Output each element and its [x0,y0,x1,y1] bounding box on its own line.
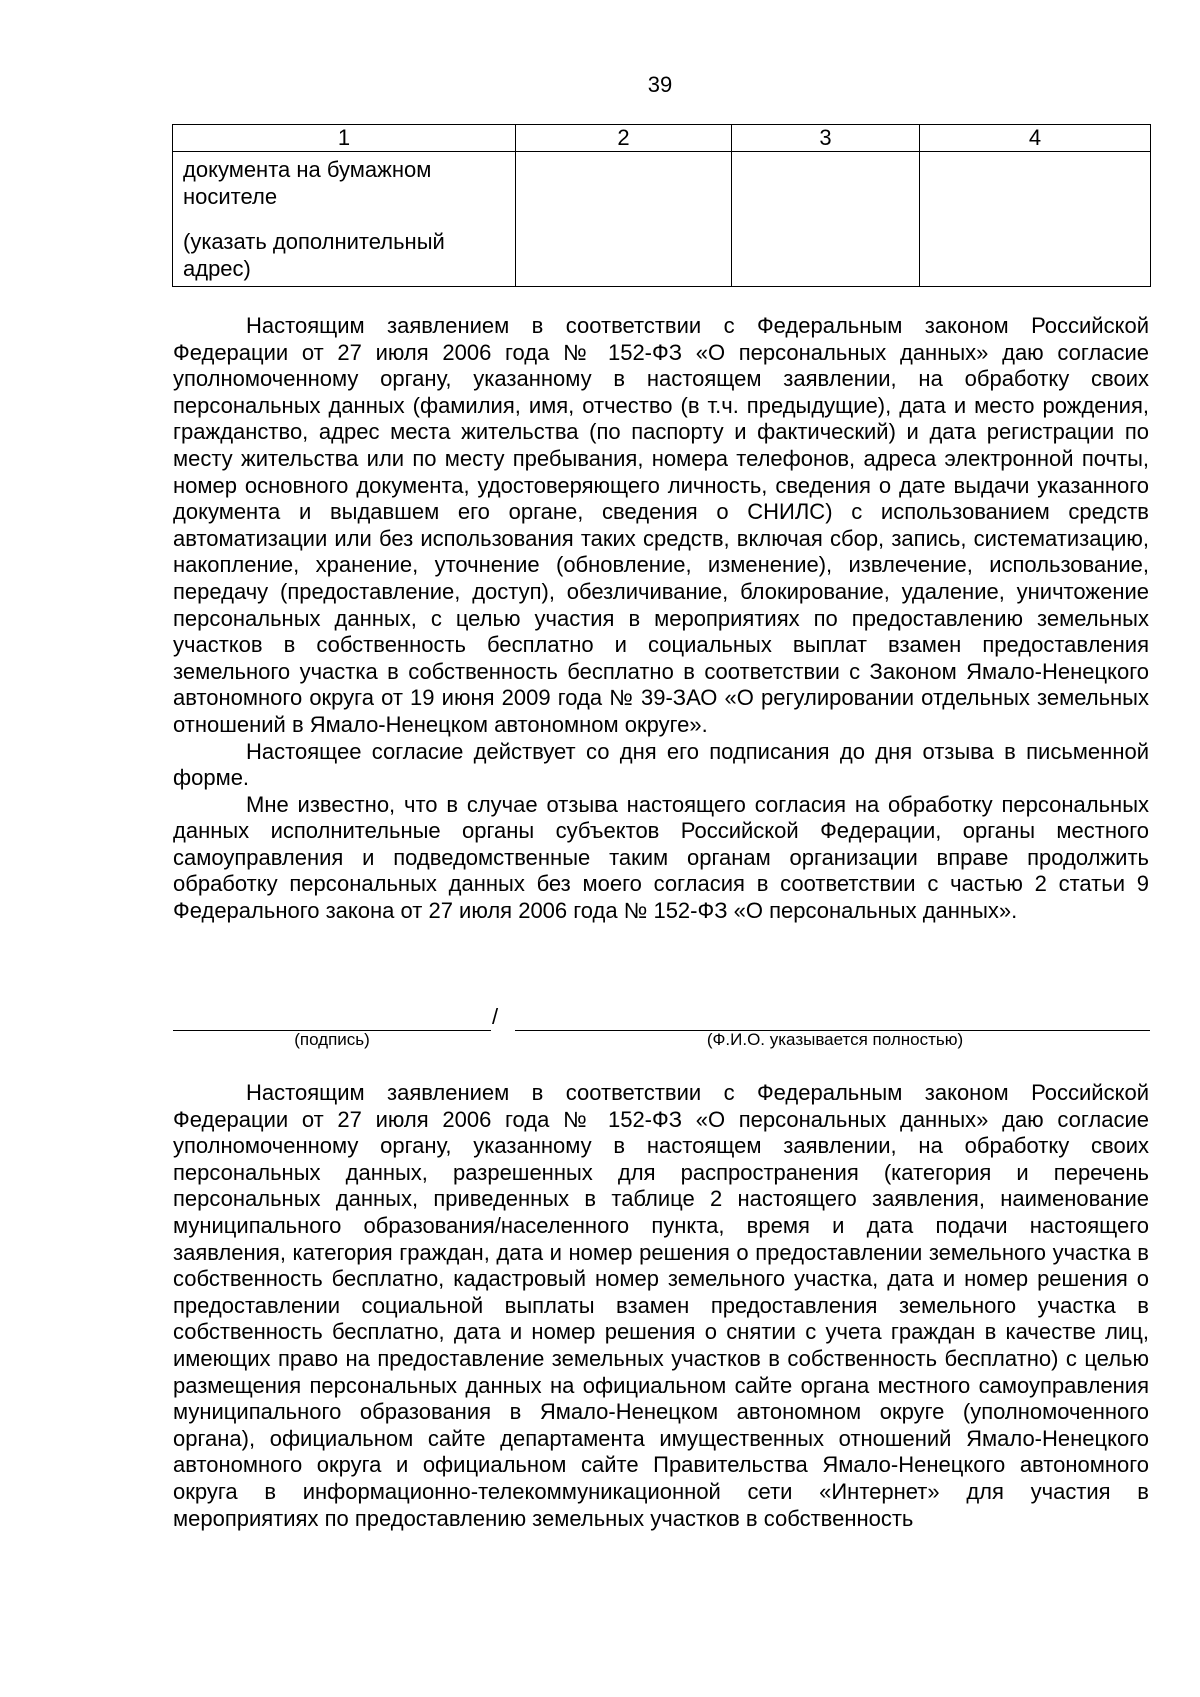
page-number: 39 [647,72,673,97]
consent-paragraph-validity: Настоящее согласие действует со дня его подписания до дня отзыва в письменной форме. [173,738,1149,791]
distribution-consent-text-block [173,1080,1149,1532]
table-header-cell-4: 4 [920,125,1151,152]
table-cell-empty [516,152,732,287]
table-cell-empty [920,152,1151,287]
signature-caption: (подпись) [294,1030,370,1049]
consent-paragraph-processing: Настоящим заявлением в соответствии с Федеральным законом Российской Федерации от 27 июля 2006 года № 152-ФЗ «О персональных данных» даю согласие уполномоченному органу, указанному в настоящем заявлении, на обработку своих персональных данных (фамилия, имя, отчество (в т.ч. предыдущие), дата и место рождения, гражданство, адрес места жительства (по паспорту и фактический) и дата регистрации по месту жительства или по месту пребывания, номера телефонов, адреса электронной почты, номер основного документа, удостоверяющего личность, сведения о дате выдачи указанного документа и выдавшем его органе, сведения о СНИЛС) с использованием средств автоматизации или без использования таких средств, включая сбор, запись, систематизацию, накопление, хранение, уточнение (обновление, изменение), извлечение, использование, передачу (предоставление, доступ), обезличивание, блокирование, удаление, уничтожение персональных данных, с целью участия в мероприятиях по предоставлению земельных участков в собственность бесплатно и социальных выплат взамен предоставления земельного участка в собственность бесплатно в соответствии с Законом Ямало-Ненецкого автономного округа от 19 июня 2009 года № 39-ЗАО «О регулировании отдельных земельных отношений в Ямало-Ненецком автономном округе». [173,313,1149,737]
full-name-caption: (Ф.И.О. указывается полностью) [706,1030,964,1049]
table-header-row [173,125,1151,152]
consent-text-block [173,313,1149,925]
consent-paragraph-withdrawal: Мне известно, что в случае отзыва настоящего согласия на обработку персональных данных исполнительные органы субъектов Российской Федерации, органы местного самоуправления и подведомственные таким органам организации вправе продолжить обработку персональных данных без моего согласия в соответствии с частью 2 статьи 9 Федерального закона от 27 июля 2006 года № 152-ФЗ «О персональных данных». [173,791,1149,924]
table-header-cell-1: 1 [173,125,516,152]
table-header-cell-2: 2 [516,125,732,152]
signature-separator: / [492,1004,499,1029]
cell-text-paper-document: документа на бумажном носителе [183,157,432,209]
consent-paragraph-distribution: Настоящим заявлением в соответствии с Федеральным законом Российской Федерации от 27 июля 2006 года № 152-ФЗ «О персональных данных» даю согласие уполномоченному органу, указанному в настоящем заявлении, на обработку своих персональных данных, разрешенных для распространения (категория и перечень персональных данных, приведенных в таблице 2 настоящего заявления, наименование муниципального образования/населенного пункта, время и дата подачи настоящего заявления, категория граждан, дата и номер решения о предоставлении земельного участка в собственность бесплатно, кадастровый номер земельного участка, дата и номер решения о предоставлении социальной выплаты взамен предоставления земельного участка в собственность бесплатно, дата и номер решения о снятии с учета граждан в качестве лиц, имеющих право на предоставление земельных участков в собственность бесплатно) с целью размещения персональных данных на официальном сайте органа местного самоуправления муниципального образования в Ямало-Ненецком автономном округе (уполномоченного органа), официальном сайте департамента имущественных отношений Ямало-Ненецкого автономного округа и официальном сайте Правительства Ямало-Ненецкого автономного округа в информационно-телекоммуникационной сети «Интернет» для участия в мероприятиях по предоставлению земельных участков в собственность [173,1080,1149,1531]
table-cell-empty [732,152,920,287]
data-table [172,124,1151,287]
table-row [173,152,1151,287]
cell-text-additional-address: (указать дополнительный адрес) [183,229,445,281]
table-cell-description [173,152,516,287]
table-header-cell-3: 3 [732,125,920,152]
